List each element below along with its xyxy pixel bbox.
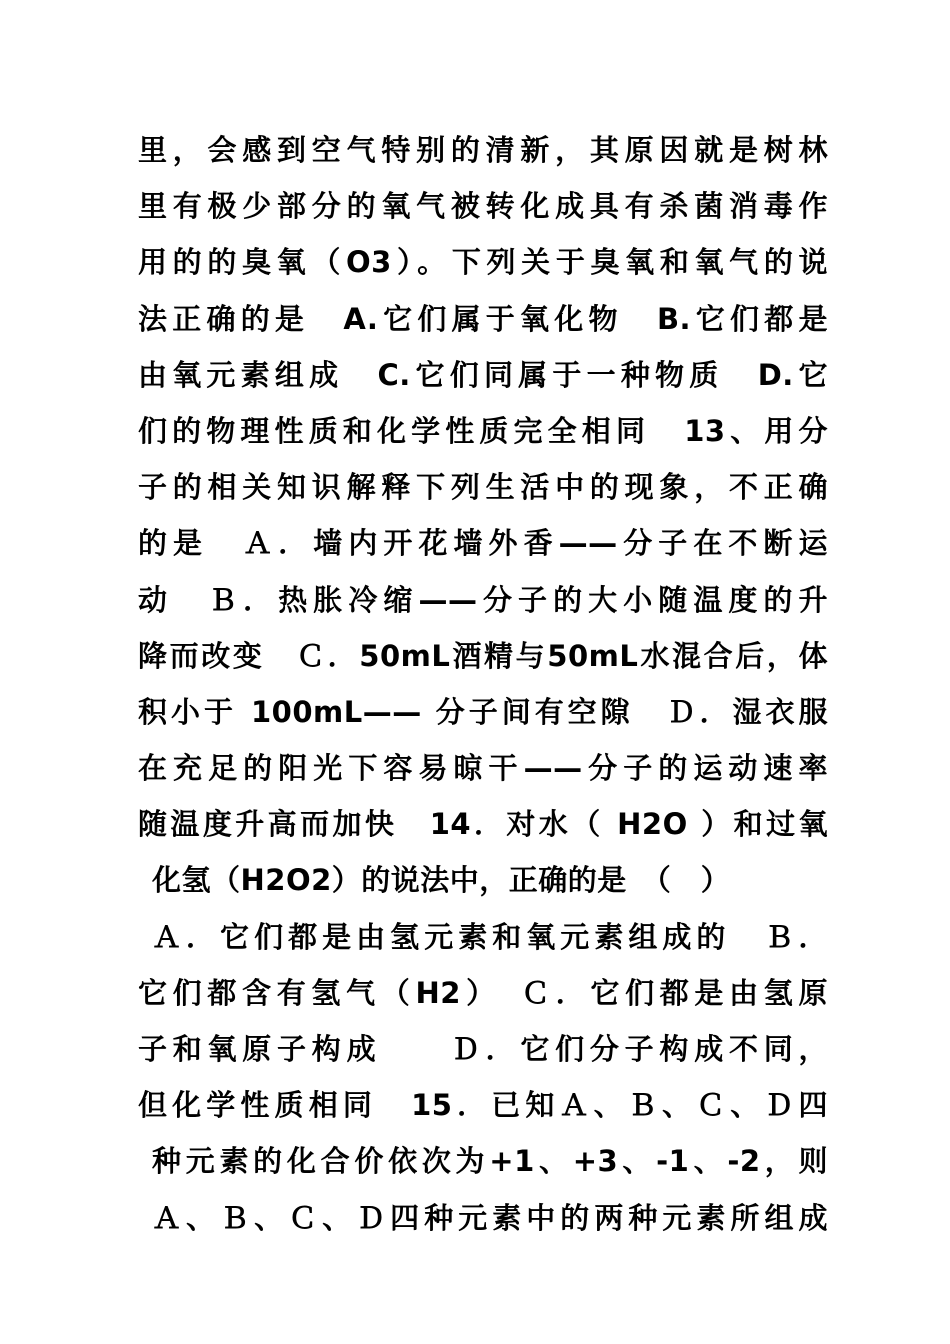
text-line-19: 种元素的化合价依次为+1、+3、-1、-2，则 xyxy=(152,1144,828,1179)
text-line-4: 法正确的是 A.它们属于氧化物 B.它们都是 xyxy=(138,301,828,336)
text-line-14: 化氢（H2O2）的说法中，正确的是 （ ） xyxy=(152,863,731,898)
text-line-16: 它们都含有氢气（H2） Ｃ．它们都是由氢原 xyxy=(138,975,828,1010)
text-line-6: 们的物理性质和化学性质完全相同 13、用分 xyxy=(138,413,828,448)
text-line-12: 在充足的阳光下容易晾干——分子的运动速率 xyxy=(138,751,828,786)
text-line-7: 子的相关知识解释下列生活中的现象，不正确 xyxy=(138,470,828,505)
text-line-3: 用的的臭氧（O3）。下列关于臭氧和氧气的说 xyxy=(138,245,828,280)
text-line-18: 但化学性质相同 15．已知Ａ、Ｂ、Ｃ、Ｄ四 xyxy=(138,1088,828,1123)
text-line-8: 的是 Ａ．墙内开花墙外香——分子在不断运 xyxy=(138,526,828,561)
text-line-11: 积小于 100mL—— 分子间有空隙 Ｄ．湿衣服 xyxy=(138,694,828,729)
text-line-15: Ａ．它们都是由氢元素和氧元素组成的 Ｂ． xyxy=(152,919,828,954)
text-line-10: 降而改变 Ｃ．50mL酒精与50mL水混合后，体 xyxy=(138,638,828,673)
document-body xyxy=(138,122,828,1246)
text-line-5: 由氧元素组成 C.它们同属于一种物质 D.它 xyxy=(138,357,828,392)
text-line-17: 子和氧原子构成 Ｄ．它们分子构成不同， xyxy=(138,1032,828,1066)
text-line-1: 里，会感到空气特别的清新，其原因就是树林 xyxy=(138,133,828,167)
text-line-13: 随温度升高而加快 14．对水（ H2O ）和过氧 xyxy=(138,807,828,842)
text-line-9: 动 Ｂ．热胀冷缩——分子的大小随温度的升 xyxy=(138,582,828,617)
text-line-20: Ａ、Ｂ、Ｃ、Ｄ四种元素中的两种元素所组成 xyxy=(152,1200,828,1235)
text-line-2: 里有极少部分的氧气被转化成具有杀菌消毒作 xyxy=(138,189,828,224)
